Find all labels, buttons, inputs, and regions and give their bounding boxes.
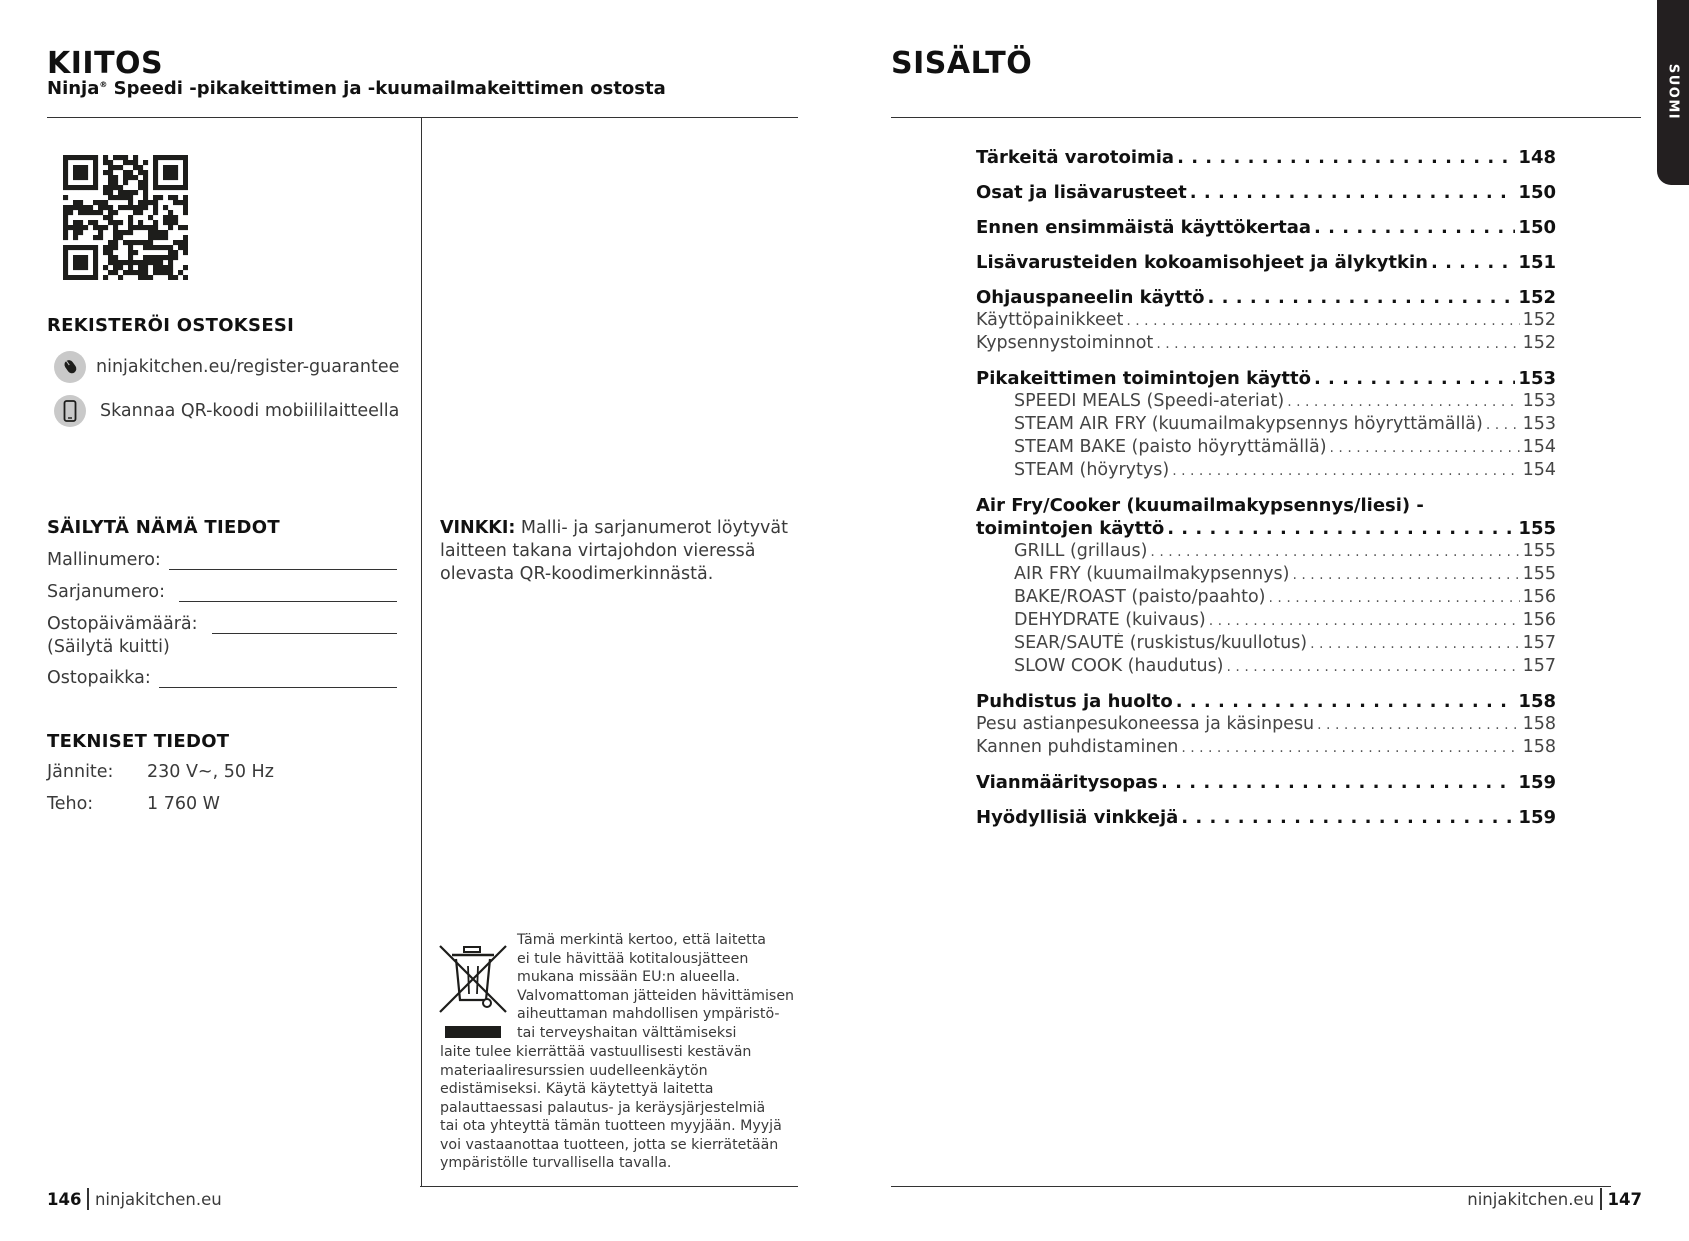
toc-entry-title: Air Fry/Cooker (kuumailmakypsennys/liesi) - (976, 495, 1424, 516)
toc-entry-title: SPEEDI MEALS (Speedi-ateriat) (1014, 391, 1285, 411)
mouse-icon (54, 351, 86, 383)
register-qr-text: Skannaa QR-koodi mobiililaitteella (100, 401, 400, 421)
toc-entry[interactable] (976, 437, 1556, 460)
toc-entry-title: Tärkeitä varotoimia (976, 147, 1175, 168)
specs-heading: TEKNISET TIEDOT (47, 731, 230, 752)
footer-site-right[interactable]: ninjakitchen.eu (1467, 1189, 1595, 1209)
toc-entry-page: 158 (1518, 691, 1556, 712)
toc-entry[interactable] (976, 182, 1556, 205)
toc-entry-title: DEHYDRATE (kuivaus) (1014, 610, 1206, 630)
toc-dot-leader (1330, 440, 1520, 456)
toc-dot-leader (1431, 252, 1515, 273)
toc-entry-page: 152 (1522, 333, 1556, 353)
toc-dot-leader (1156, 336, 1519, 352)
footer-site-left[interactable]: ninjakitchen.eu (94, 1189, 222, 1209)
toc-entry[interactable] (976, 217, 1556, 240)
model-number-field[interactable]: Mallinumero: (47, 550, 397, 570)
toc-entry-title: Lisävarusteiden kokoamisohjeet ja älykytkin (976, 252, 1428, 273)
toc-entry-title: STEAM AIR FRY (kuumailmakypsennys höyryttämällä) (1014, 414, 1483, 434)
toc-entry-title: Pesu astianpesukoneessa ja käsinpesu (976, 714, 1315, 734)
header-divider-right (891, 117, 1641, 118)
toc-entry-title: Osat ja lisävarusteet (976, 182, 1187, 203)
weee-text-beside: Tämä merkintä kertoo, että laitetta ei tule hävittää kotitalousjätteen mukana missään EU:n alueella. Valvomattoman jätteiden hävittämisen aiheuttaman mahdollisen ympäristö- tai terveyshaitan välttämiseksi (517, 932, 795, 1041)
toc-entry-page: 157 (1522, 656, 1556, 676)
register-qr-row (54, 395, 399, 427)
toc-entry-page: 155 (1522, 564, 1556, 584)
toc-entry-page: 152 (1522, 310, 1556, 330)
toc-entry-title: STEAM (höyrytys) (1014, 460, 1170, 480)
toc-entry[interactable] (976, 714, 1556, 737)
toc-entry[interactable] (976, 333, 1556, 356)
mobile-phone-icon (54, 395, 86, 427)
toc-entry[interactable] (976, 518, 1556, 541)
spec-voltage: Jännite: 230 V~, 50 Hz (47, 762, 274, 782)
page-title-right: SISÄLTÖ (891, 46, 1033, 81)
footer-left (47, 1188, 222, 1210)
toc-entry-page: 152 (1518, 287, 1556, 308)
toc-entry[interactable] (976, 368, 1556, 391)
toc-entry-page: 150 (1518, 182, 1556, 203)
toc-dot-leader (1176, 691, 1516, 712)
toc-entry[interactable] (976, 147, 1556, 170)
toc-entry-page: 155 (1518, 518, 1556, 539)
toc-entry-title: Vianmääritysopas (976, 772, 1159, 793)
toc-entry-page: 154 (1522, 460, 1556, 480)
toc-dot-leader (1314, 217, 1515, 238)
toc-entry-title: Hyödyllisiä vinkkejä (976, 807, 1179, 828)
toc-entry[interactable] (976, 691, 1556, 714)
toc-entry-title: SLOW COOK (haudutus) (1014, 656, 1224, 676)
keep-info-heading: SÄILYTÄ NÄMÄ TIEDOT (47, 517, 280, 538)
toc-entry-title: Kannen puhdistaminen (976, 737, 1179, 757)
footer-right (1467, 1188, 1642, 1210)
toc-entry-page: 150 (1518, 217, 1556, 238)
table-of-contents (976, 147, 1556, 830)
toc-entry-title: Ennen ensimmäistä käyttökertaa (976, 217, 1312, 238)
toc-dot-leader (1269, 590, 1520, 606)
footer-rule-right (891, 1186, 1611, 1187)
toc-entry-page: 153 (1522, 391, 1556, 411)
toc-entry-title: toimintojen käyttö (976, 518, 1165, 539)
page-number-left: 146 (47, 1189, 82, 1209)
tip-text: VINKKI: Malli- ja sarjanumerot löytyvät laitteen takana virtajohdon vieressä olevasta QR-koodimerkinnästä. (440, 518, 788, 584)
spec-power: Teho: 1 760 W (47, 794, 220, 814)
toc-entry[interactable] (976, 587, 1556, 610)
header-divider-left (47, 117, 798, 118)
toc-entry[interactable] (976, 391, 1556, 414)
toc-entry[interactable] (976, 737, 1556, 760)
page-number-right: 147 (1607, 1189, 1642, 1209)
toc-dot-leader (1161, 772, 1515, 793)
weee-text-below: laite tulee kierrättää vastuullisesti kestävän materiaaliresurssien uudelleenkäytön edistämiseksi. Käytä käytettyä laitetta palauttaessasi palautus- ja keräysjärjestelmiä tai ota yhteyttä tämän tuotteen myyjään. Myyjä voi vastaanottaa tuotteen, jotta se kierrätetään ympäristölle turvallisella tavalla. (440, 1044, 782, 1171)
toc-entry-title: Ohjauspaneelin käyttö (976, 287, 1205, 308)
toc-entry-page: 154 (1522, 437, 1556, 457)
toc-dot-leader (1310, 636, 1519, 652)
toc-entry[interactable] (976, 564, 1556, 587)
toc-entry[interactable] (976, 287, 1556, 310)
toc-entry-page: 148 (1518, 147, 1556, 168)
purchase-date-field[interactable]: Ostopäivämäärä: (47, 614, 397, 634)
toc-entry-title: Pikakeittimen toimintojen käyttö (976, 368, 1311, 389)
toc-dot-leader (1177, 147, 1515, 168)
toc-entry-title: Puhdistus ja huolto (976, 691, 1173, 712)
toc-entry-page: 159 (1518, 772, 1556, 793)
page-title-left: KIITOS (47, 46, 164, 81)
toc-entry[interactable] (976, 252, 1556, 275)
page-subtitle: Ninja® Speedi -pikakeittimen ja -kuumailmakeittimen ostosta (47, 78, 666, 99)
toc-entry-page: 155 (1522, 541, 1556, 561)
register-url-row[interactable] (54, 351, 399, 383)
register-heading: REKISTERÖI OSTOKSESI (47, 315, 295, 336)
toc-entry-page: 158 (1522, 714, 1556, 734)
toc-entry[interactable] (976, 610, 1556, 633)
toc-dot-leader (1181, 740, 1519, 756)
toc-entry[interactable] (976, 807, 1556, 830)
toc-entry[interactable] (976, 633, 1556, 656)
column-divider (421, 118, 422, 1186)
language-tab: SUOMI (1657, 0, 1689, 185)
toc-entry-page: 156 (1522, 610, 1556, 630)
toc-dot-leader (1227, 659, 1520, 675)
toc-entry-title: BAKE/ROAST (paisto/paahto) (1014, 587, 1266, 607)
register-url[interactable]: ninjakitchen.eu/register-guarantee (96, 357, 400, 377)
toc-dot-leader (1126, 313, 1519, 329)
footer-rule-left (420, 1186, 798, 1187)
toc-entry-page: 159 (1518, 807, 1556, 828)
toc-entry-title: Kypsennystoiminnot (976, 333, 1154, 353)
toc-entry-page: 156 (1522, 587, 1556, 607)
toc-entry-page: 151 (1518, 252, 1556, 273)
crossed-out-wheelie-bin-icon (438, 942, 510, 1040)
toc-dot-leader (1208, 287, 1516, 308)
toc-dot-leader (1292, 567, 1519, 583)
toc-entry[interactable] (976, 656, 1556, 679)
toc-dot-leader (1150, 544, 1519, 560)
toc-entry[interactable] (976, 495, 1556, 518)
toc-entry-page: 153 (1518, 368, 1556, 389)
toc-entry-title: STEAM BAKE (paisto höyryttämällä) (1014, 437, 1327, 457)
toc-entry-title: AIR FRY (kuumailmakypsennys) (1014, 564, 1290, 584)
toc-dot-leader (1190, 182, 1516, 203)
toc-entry[interactable] (976, 541, 1556, 564)
toc-dot-leader (1172, 463, 1519, 479)
toc-entry[interactable] (976, 414, 1556, 437)
serial-number-field[interactable]: Sarjanumero: (47, 582, 397, 602)
toc-entry[interactable] (976, 772, 1556, 795)
toc-entry[interactable] (976, 460, 1556, 483)
toc-dot-leader (1486, 417, 1520, 433)
purchase-place-field[interactable]: Ostopaikka: (47, 668, 397, 688)
toc-entry[interactable] (976, 310, 1556, 333)
toc-entry-title: GRILL (grillaus) (1014, 541, 1148, 561)
toc-entry-title: SEAR/SAUTÉ (ruskistus/kuullotus) (1014, 633, 1308, 653)
toc-entry-page: 153 (1522, 414, 1556, 434)
qr-code (63, 155, 188, 280)
toc-dot-leader (1167, 518, 1515, 539)
toc-dot-leader (1181, 807, 1515, 828)
toc-entry-page: 158 (1522, 737, 1556, 757)
toc-dot-leader (1317, 717, 1519, 733)
toc-dot-leader (1314, 368, 1515, 389)
toc-entry-title: Käyttöpainikkeet (976, 310, 1124, 330)
toc-dot-leader (1287, 394, 1519, 410)
toc-dot-leader (1209, 613, 1520, 629)
receipt-note: (Säilytä kuitti) (47, 637, 170, 657)
toc-entry-page: 157 (1522, 633, 1556, 653)
